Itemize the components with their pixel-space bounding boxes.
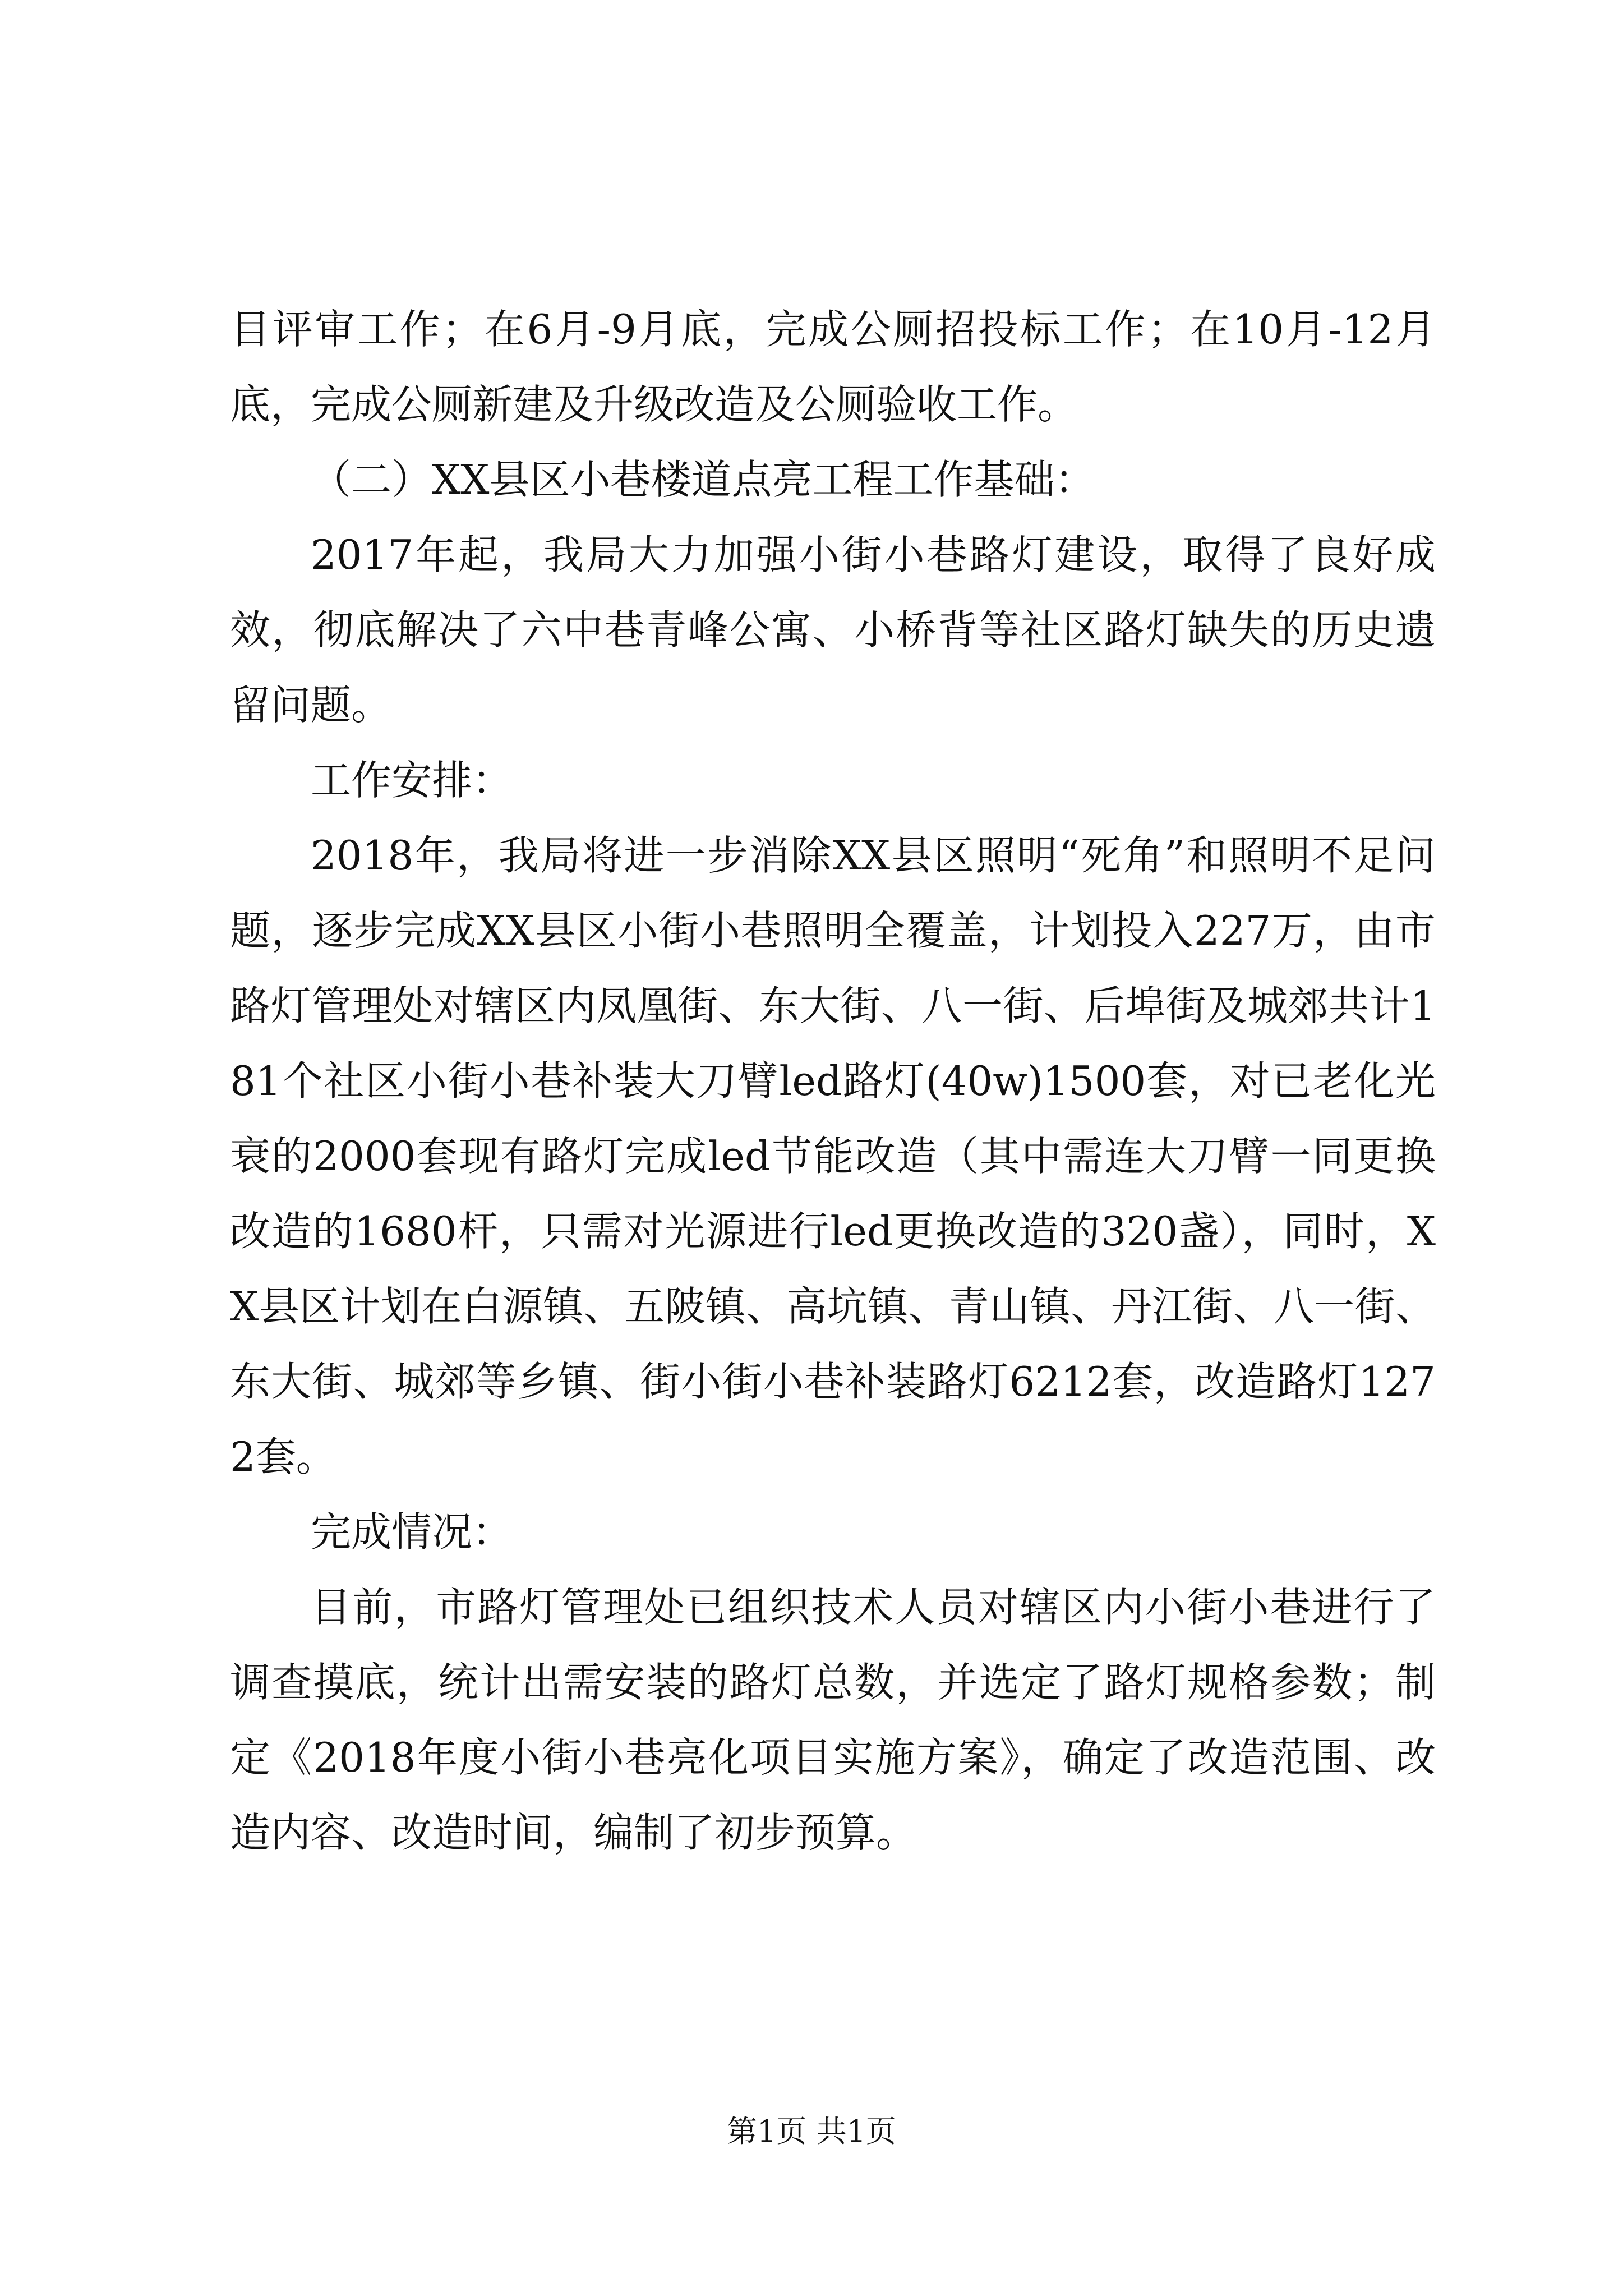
- paragraph-work-arrangement: 2018年，我局将进一步消除XX县区照明“死角”和照明不足问题，逐步完成XX县区小街小巷照明全覆盖，计划投入227万，由市路灯管理处对辖区内凤凰街、东大街、八一街、后埠街及城郊共计181个社区小街小巷补装大刀臂led路灯(40w)1500套，对已老化光衰的2000套现有路灯完成led节能改造（其中需连大刀臂一同更换改造的1680杆，只需对光源进行led更换改造的320盏），同时，XX县区计划在白源镇、五陂镇、高坑镇、青山镇、丹江街、八一街、东大街、城郊等乡镇、街小街小巷补装路灯6212套，改造路灯1272套。: [230, 832, 1436, 1480]
- paragraph-completion-status: 目前，市路灯管理处已组织技术人员对辖区内小街小巷进行了调查摸底，统计出需安装的路灯总数，并选定了路灯规格参数；制定《2018年度小街小巷亮化项目实施方案》，确定了改造范围、改造内容、改造时间，编制了初步预算。: [230, 1584, 1436, 1856]
- document-body: [230, 292, 1436, 1870]
- page-footer: 第1页 共1页: [727, 2114, 896, 2149]
- paragraph-work-basis: 2017年起，我局大力加强小街小巷路灯建设，取得了良好成效，彻底解决了六中巷青峰公寓、小桥背等社区路灯缺失的历史遗留问题。: [230, 531, 1436, 729]
- section-heading: （二）XX县区小巷楼道点亮工程工作基础：: [311, 456, 1095, 503]
- paragraph-continuation: 目评审工作；在6月-9月底，完成公厕招投标工作；在10月-12月底，完成公厕新建及升级改造及公厕验收工作。: [230, 306, 1436, 428]
- subheading-work-arrangement: 工作安排：: [311, 757, 513, 804]
- subheading-completion-status: 完成情况：: [311, 1508, 513, 1556]
